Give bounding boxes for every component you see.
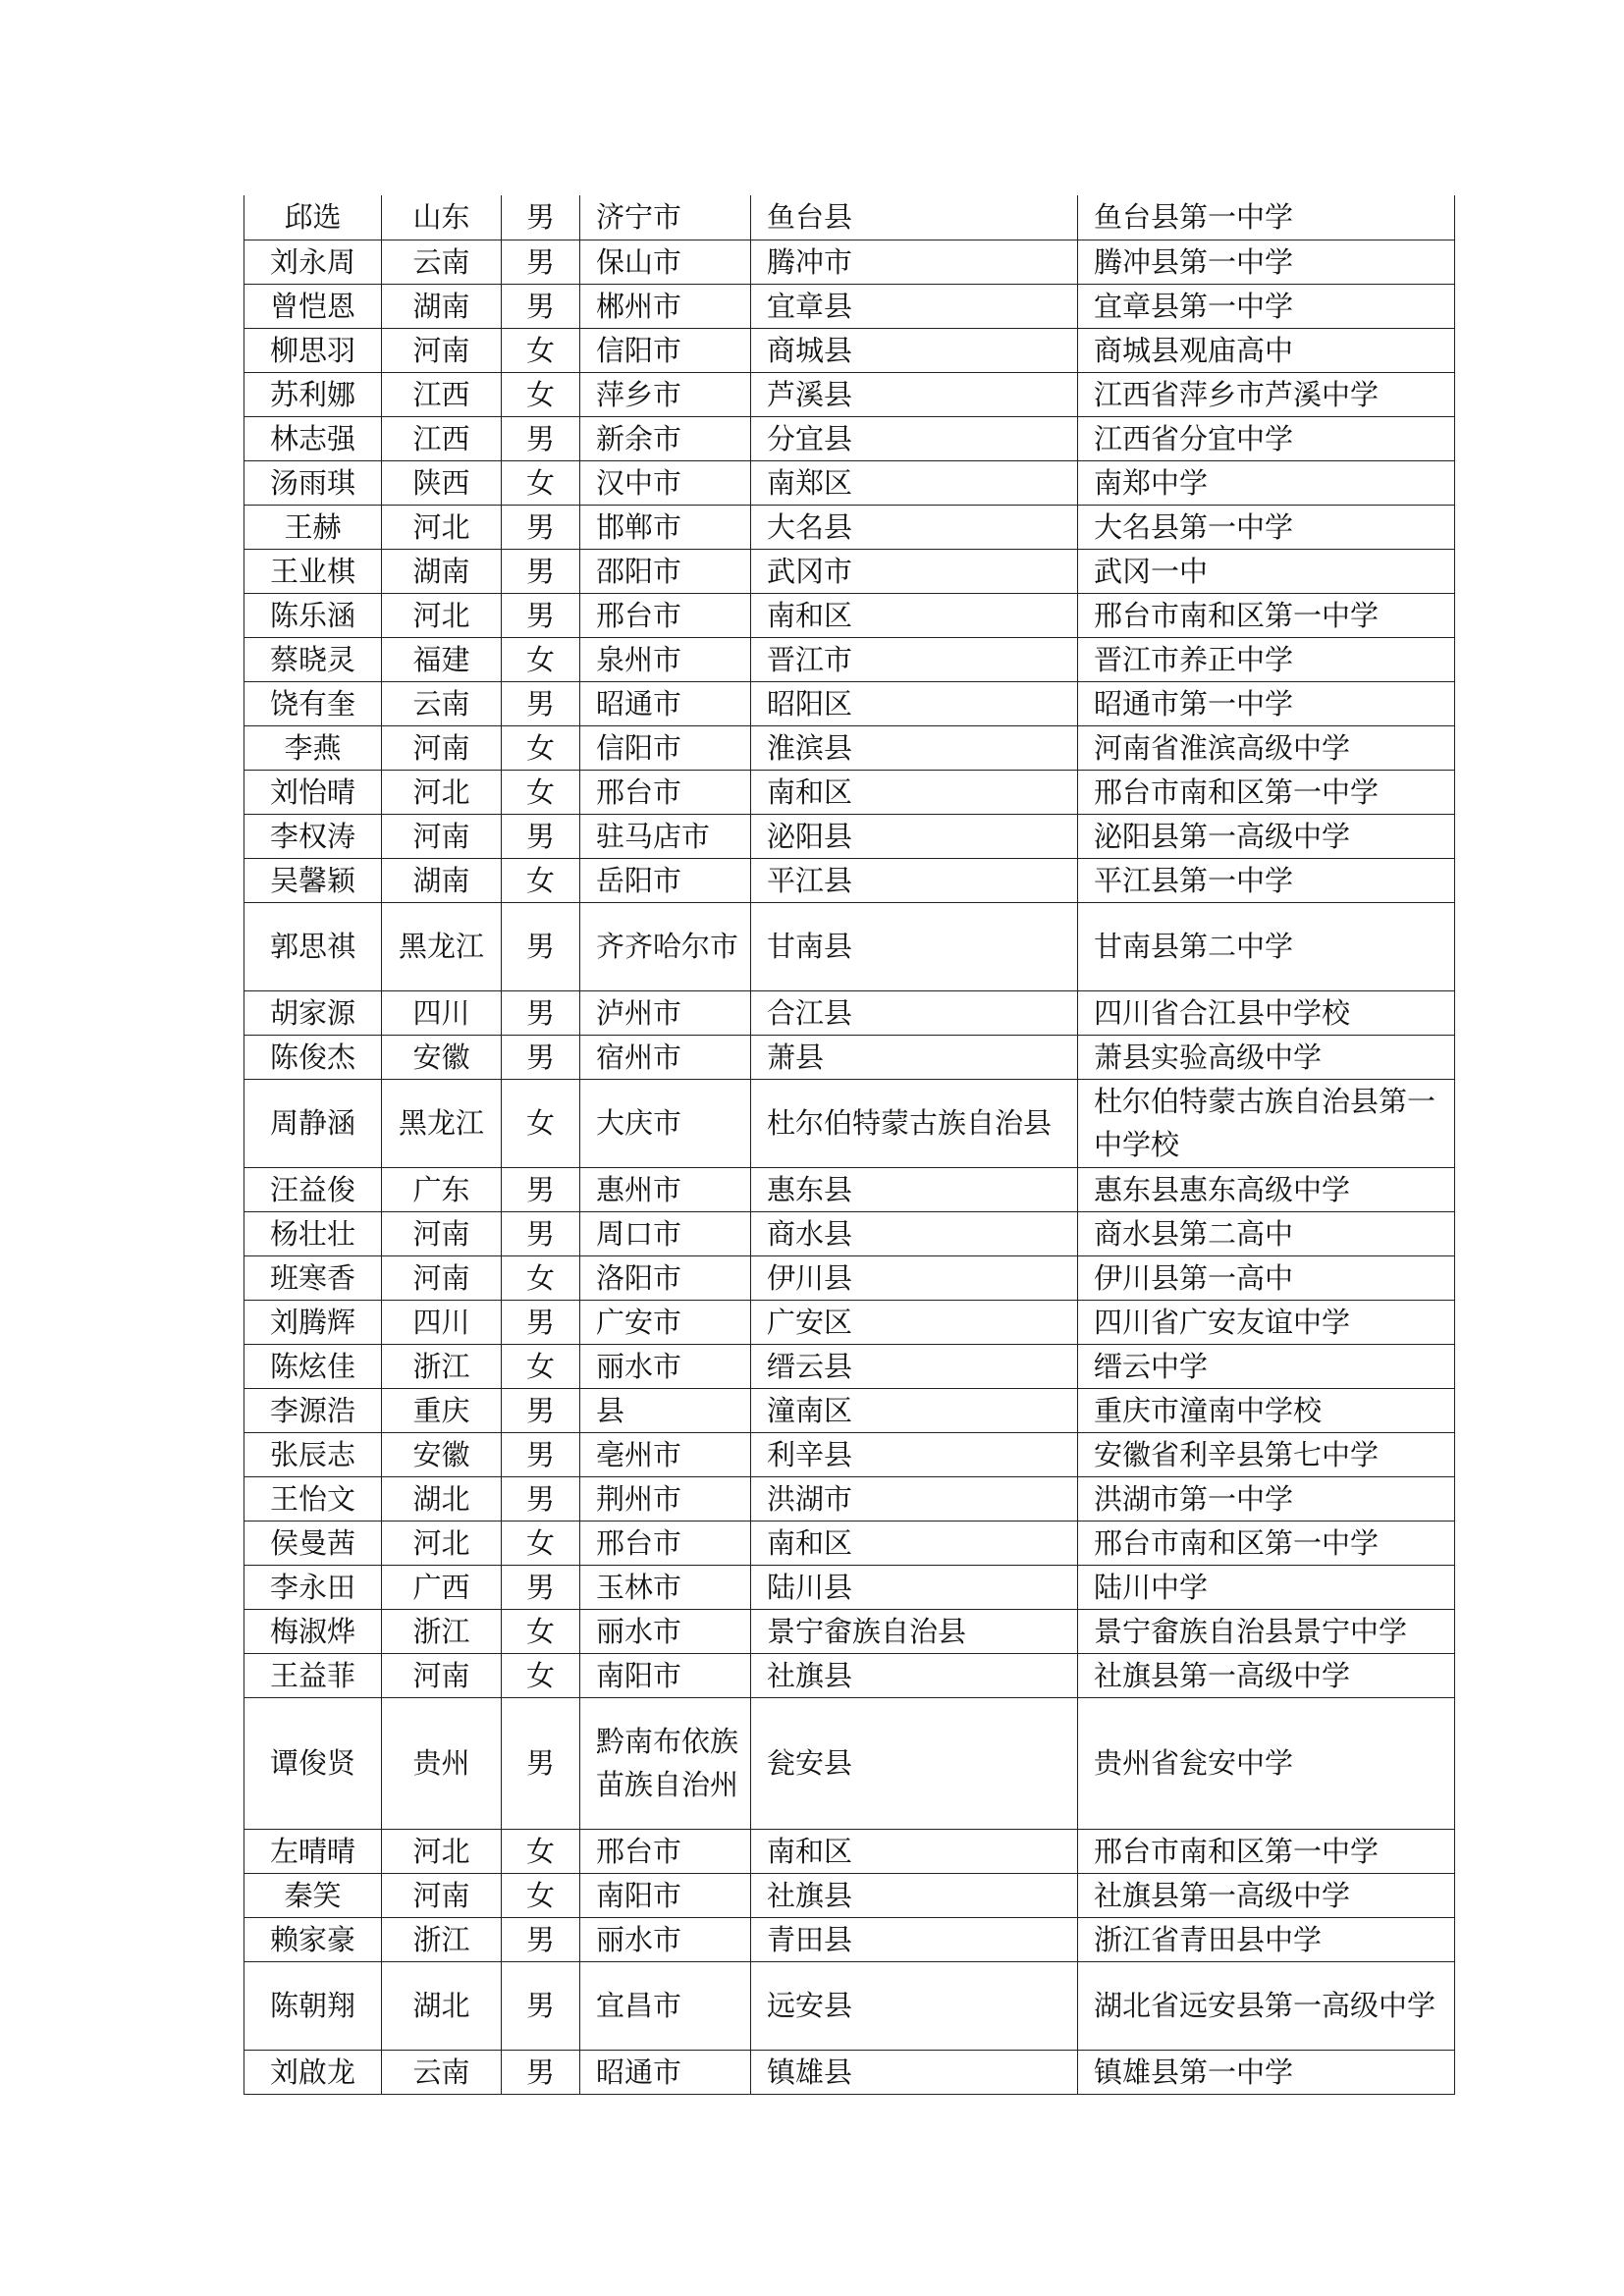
table-row [244, 460, 1455, 505]
county-cell: 社旗县 [751, 1653, 1078, 1697]
student-name-cell: 刘啟龙 [244, 2050, 382, 2094]
table-row [244, 1432, 1455, 1476]
student-name-cell: 张辰志 [244, 1432, 382, 1476]
table-row [244, 195, 1455, 240]
city-cell: 岳阳市 [580, 858, 751, 902]
gender-cell: 男 [502, 1167, 580, 1211]
province-cell: 四川 [382, 990, 502, 1035]
city-cell: 汉中市 [580, 460, 751, 505]
county-cell: 南郑区 [751, 460, 1078, 505]
province-cell: 浙江 [382, 1917, 502, 1961]
student-name-cell: 王怡文 [244, 1476, 382, 1521]
province-cell: 河南 [382, 1255, 502, 1300]
county-cell: 商水县 [751, 1211, 1078, 1255]
gender-cell: 女 [502, 770, 580, 814]
city-cell: 县 [580, 1388, 751, 1432]
school-cell: 浙江省青田县中学 [1078, 1917, 1455, 1961]
province-cell: 湖北 [382, 1961, 502, 2050]
gender-cell: 男 [502, 1300, 580, 1344]
student-name-cell: 饶有奎 [244, 681, 382, 725]
county-cell: 萧县 [751, 1035, 1078, 1079]
table-row [244, 372, 1455, 416]
city-cell: 邯郸市 [580, 505, 751, 549]
city-cell: 荆州市 [580, 1476, 751, 1521]
province-cell: 河南 [382, 1211, 502, 1255]
student-name-cell: 秦笑 [244, 1873, 382, 1917]
student-name-cell: 谭俊贤 [244, 1697, 382, 1829]
student-name-cell: 梅淑烨 [244, 1609, 382, 1653]
province-cell: 浙江 [382, 1609, 502, 1653]
city-cell: 邢台市 [580, 593, 751, 637]
province-cell: 河北 [382, 770, 502, 814]
table-row [244, 1697, 1455, 1829]
gender-cell: 男 [502, 505, 580, 549]
gender-cell: 男 [502, 1035, 580, 1079]
student-name-cell: 赖家豪 [244, 1917, 382, 1961]
city-cell: 丽水市 [580, 1609, 751, 1653]
county-cell: 武冈市 [751, 549, 1078, 593]
gender-cell: 女 [502, 1255, 580, 1300]
city-cell: 洛阳市 [580, 1255, 751, 1300]
city-cell: 惠州市 [580, 1167, 751, 1211]
table-row [244, 1079, 1455, 1167]
student-name-cell: 郭思祺 [244, 902, 382, 990]
student-name-cell: 刘怡晴 [244, 770, 382, 814]
province-cell: 黑龙江 [382, 902, 502, 990]
table-row [244, 1211, 1455, 1255]
county-cell: 惠东县 [751, 1167, 1078, 1211]
school-cell: 社旗县第一高级中学 [1078, 1653, 1455, 1697]
county-cell: 景宁畲族自治县 [751, 1609, 1078, 1653]
province-cell: 云南 [382, 240, 502, 284]
school-cell: 惠东县惠东高级中学 [1078, 1167, 1455, 1211]
county-cell: 缙云县 [751, 1344, 1078, 1388]
province-cell: 陕西 [382, 460, 502, 505]
school-cell: 安徽省利辛县第七中学 [1078, 1432, 1455, 1476]
city-cell: 大庆市 [580, 1079, 751, 1167]
county-cell: 瓮安县 [751, 1697, 1078, 1829]
school-cell: 邢台市南和区第一中学 [1078, 1521, 1455, 1565]
table-row [244, 1961, 1455, 2050]
province-cell: 河南 [382, 1653, 502, 1697]
school-cell: 景宁畲族自治县景宁中学 [1078, 1609, 1455, 1653]
student-name-cell: 王益菲 [244, 1653, 382, 1697]
county-cell: 大名县 [751, 505, 1078, 549]
table-row [244, 1653, 1455, 1697]
county-cell: 南和区 [751, 1829, 1078, 1873]
student-name-cell: 曾恺恩 [244, 284, 382, 328]
school-cell: 缙云中学 [1078, 1344, 1455, 1388]
province-cell: 黑龙江 [382, 1079, 502, 1167]
province-cell: 山东 [382, 195, 502, 240]
gender-cell: 男 [502, 814, 580, 858]
province-cell: 安徽 [382, 1432, 502, 1476]
table-row [244, 902, 1455, 990]
city-cell: 广安市 [580, 1300, 751, 1344]
city-cell: 信阳市 [580, 725, 751, 770]
student-name-cell: 陈乐涵 [244, 593, 382, 637]
gender-cell: 男 [502, 195, 580, 240]
school-cell: 晋江市养正中学 [1078, 637, 1455, 681]
gender-cell: 女 [502, 1829, 580, 1873]
gender-cell: 男 [502, 1961, 580, 2050]
school-cell: 萧县实验高级中学 [1078, 1035, 1455, 1079]
table-row [244, 1255, 1455, 1300]
county-cell: 南和区 [751, 593, 1078, 637]
county-cell: 远安县 [751, 1961, 1078, 2050]
county-cell: 社旗县 [751, 1873, 1078, 1917]
student-name-cell: 刘永周 [244, 240, 382, 284]
county-cell: 淮滨县 [751, 725, 1078, 770]
student-table [244, 195, 1455, 2095]
gender-cell: 女 [502, 372, 580, 416]
gender-cell: 女 [502, 637, 580, 681]
school-cell: 腾冲县第一中学 [1078, 240, 1455, 284]
gender-cell: 男 [502, 681, 580, 725]
province-cell: 江西 [382, 372, 502, 416]
school-cell: 昭通市第一中学 [1078, 681, 1455, 725]
table-row [244, 637, 1455, 681]
city-cell: 亳州市 [580, 1432, 751, 1476]
city-cell: 泸州市 [580, 990, 751, 1035]
table-row [244, 814, 1455, 858]
gender-cell: 男 [502, 1917, 580, 1961]
student-name-cell: 李燕 [244, 725, 382, 770]
province-cell: 河南 [382, 814, 502, 858]
school-cell: 邢台市南和区第一中学 [1078, 770, 1455, 814]
province-cell: 河北 [382, 505, 502, 549]
province-cell: 河南 [382, 328, 502, 372]
table-row [244, 858, 1455, 902]
province-cell: 河北 [382, 1521, 502, 1565]
table-body [244, 195, 1455, 2094]
table-row [244, 1388, 1455, 1432]
school-cell: 邢台市南和区第一中学 [1078, 1829, 1455, 1873]
school-cell: 大名县第一中学 [1078, 505, 1455, 549]
school-cell: 陆川中学 [1078, 1565, 1455, 1609]
school-cell: 河南省淮滨高级中学 [1078, 725, 1455, 770]
student-name-cell: 李权涛 [244, 814, 382, 858]
table-row [244, 990, 1455, 1035]
student-name-cell: 陈俊杰 [244, 1035, 382, 1079]
table-row [244, 681, 1455, 725]
student-name-cell: 杨壮壮 [244, 1211, 382, 1255]
gender-cell: 男 [502, 990, 580, 1035]
city-cell: 齐齐哈尔市 [580, 902, 751, 990]
student-name-cell: 汪益俊 [244, 1167, 382, 1211]
table-row [244, 240, 1455, 284]
student-name-cell: 苏利娜 [244, 372, 382, 416]
student-name-cell: 汤雨琪 [244, 460, 382, 505]
student-name-cell: 王业棋 [244, 549, 382, 593]
student-name-cell: 邱选 [244, 195, 382, 240]
province-cell: 广东 [382, 1167, 502, 1211]
table-row [244, 1829, 1455, 1873]
student-table-container [244, 195, 1455, 2095]
province-cell: 河南 [382, 725, 502, 770]
student-name-cell: 周静涵 [244, 1079, 382, 1167]
county-cell: 商城县 [751, 328, 1078, 372]
county-cell: 南和区 [751, 1521, 1078, 1565]
city-cell: 新余市 [580, 416, 751, 460]
table-row [244, 725, 1455, 770]
school-cell: 贵州省瓮安中学 [1078, 1697, 1455, 1829]
county-cell: 洪湖市 [751, 1476, 1078, 1521]
city-cell: 萍乡市 [580, 372, 751, 416]
province-cell: 浙江 [382, 1344, 502, 1388]
county-cell: 伊川县 [751, 1255, 1078, 1300]
city-cell: 玉林市 [580, 1565, 751, 1609]
province-cell: 江西 [382, 416, 502, 460]
table-row [244, 1035, 1455, 1079]
county-cell: 平江县 [751, 858, 1078, 902]
school-cell: 伊川县第一高中 [1078, 1255, 1455, 1300]
school-cell: 平江县第一中学 [1078, 858, 1455, 902]
city-cell: 邢台市 [580, 1829, 751, 1873]
student-name-cell: 班寒香 [244, 1255, 382, 1300]
school-cell: 邢台市南和区第一中学 [1078, 593, 1455, 637]
county-cell: 广安区 [751, 1300, 1078, 1344]
city-cell: 邵阳市 [580, 549, 751, 593]
province-cell: 福建 [382, 637, 502, 681]
province-cell: 重庆 [382, 1388, 502, 1432]
county-cell: 宜章县 [751, 284, 1078, 328]
student-name-cell: 陈朝翔 [244, 1961, 382, 2050]
school-cell: 泌阳县第一高级中学 [1078, 814, 1455, 858]
table-row [244, 549, 1455, 593]
gender-cell: 女 [502, 1344, 580, 1388]
province-cell: 河北 [382, 1829, 502, 1873]
table-row [244, 1344, 1455, 1388]
gender-cell: 女 [502, 328, 580, 372]
school-cell: 洪湖市第一中学 [1078, 1476, 1455, 1521]
city-cell: 宜昌市 [580, 1961, 751, 2050]
student-name-cell: 侯曼茜 [244, 1521, 382, 1565]
city-cell: 丽水市 [580, 1344, 751, 1388]
school-cell: 南郑中学 [1078, 460, 1455, 505]
gender-cell: 男 [502, 284, 580, 328]
table-row [244, 328, 1455, 372]
gender-cell: 男 [502, 1697, 580, 1829]
school-cell: 江西省萍乡市芦溪中学 [1078, 372, 1455, 416]
school-cell: 甘南县第二中学 [1078, 902, 1455, 990]
table-row [244, 770, 1455, 814]
student-name-cell: 吴馨颖 [244, 858, 382, 902]
table-row [244, 416, 1455, 460]
table-row [244, 505, 1455, 549]
city-cell: 保山市 [580, 240, 751, 284]
city-cell: 周口市 [580, 1211, 751, 1255]
county-cell: 泌阳县 [751, 814, 1078, 858]
student-name-cell: 柳思羽 [244, 328, 382, 372]
gender-cell: 女 [502, 1079, 580, 1167]
province-cell: 云南 [382, 2050, 502, 2094]
school-cell: 四川省合江县中学校 [1078, 990, 1455, 1035]
school-cell: 江西省分宜中学 [1078, 416, 1455, 460]
gender-cell: 男 [502, 1211, 580, 1255]
gender-cell: 女 [502, 1653, 580, 1697]
city-cell: 昭通市 [580, 2050, 751, 2094]
gender-cell: 男 [502, 902, 580, 990]
gender-cell: 女 [502, 1609, 580, 1653]
city-cell: 邢台市 [580, 1521, 751, 1565]
city-cell: 南阳市 [580, 1873, 751, 1917]
student-name-cell: 蔡晓灵 [244, 637, 382, 681]
province-cell: 广西 [382, 1565, 502, 1609]
table-row [244, 1565, 1455, 1609]
table-row [244, 1167, 1455, 1211]
gender-cell: 男 [502, 1476, 580, 1521]
gender-cell: 男 [502, 240, 580, 284]
county-cell: 陆川县 [751, 1565, 1078, 1609]
province-cell: 湖南 [382, 284, 502, 328]
gender-cell: 女 [502, 1521, 580, 1565]
province-cell: 贵州 [382, 1697, 502, 1829]
gender-cell: 男 [502, 593, 580, 637]
table-row [244, 593, 1455, 637]
school-cell: 武冈一中 [1078, 549, 1455, 593]
gender-cell: 女 [502, 460, 580, 505]
table-row [244, 1609, 1455, 1653]
table-row [244, 1873, 1455, 1917]
city-cell: 黔南布依族苗族自治州 [580, 1697, 751, 1829]
county-cell: 晋江市 [751, 637, 1078, 681]
table-row [244, 1917, 1455, 1961]
gender-cell: 女 [502, 858, 580, 902]
province-cell: 四川 [382, 1300, 502, 1344]
gender-cell: 女 [502, 725, 580, 770]
province-cell: 湖南 [382, 549, 502, 593]
county-cell: 昭阳区 [751, 681, 1078, 725]
gender-cell: 男 [502, 1388, 580, 1432]
province-cell: 湖北 [382, 1476, 502, 1521]
county-cell: 分宜县 [751, 416, 1078, 460]
student-name-cell: 李源浩 [244, 1388, 382, 1432]
city-cell: 泉州市 [580, 637, 751, 681]
city-cell: 驻马店市 [580, 814, 751, 858]
city-cell: 昭通市 [580, 681, 751, 725]
gender-cell: 男 [502, 416, 580, 460]
county-cell: 南和区 [751, 770, 1078, 814]
school-cell: 宜章县第一中学 [1078, 284, 1455, 328]
student-name-cell: 王赫 [244, 505, 382, 549]
table-row [244, 1476, 1455, 1521]
school-cell: 商城县观庙高中 [1078, 328, 1455, 372]
student-name-cell: 胡家源 [244, 990, 382, 1035]
county-cell: 杜尔伯特蒙古族自治县 [751, 1079, 1078, 1167]
city-cell: 郴州市 [580, 284, 751, 328]
school-cell: 杜尔伯特蒙古族自治县第一中学校 [1078, 1079, 1455, 1167]
table-row [244, 284, 1455, 328]
student-name-cell: 林志强 [244, 416, 382, 460]
gender-cell: 男 [502, 2050, 580, 2094]
county-cell: 青田县 [751, 1917, 1078, 1961]
gender-cell: 男 [502, 1432, 580, 1476]
student-name-cell: 左晴晴 [244, 1829, 382, 1873]
student-name-cell: 陈炫佳 [244, 1344, 382, 1388]
student-name-cell: 李永田 [244, 1565, 382, 1609]
city-cell: 南阳市 [580, 1653, 751, 1697]
county-cell: 合江县 [751, 990, 1078, 1035]
city-cell: 丽水市 [580, 1917, 751, 1961]
county-cell: 甘南县 [751, 902, 1078, 990]
table-row [244, 1521, 1455, 1565]
table-row [244, 2050, 1455, 2094]
county-cell: 潼南区 [751, 1388, 1078, 1432]
school-cell: 商水县第二高中 [1078, 1211, 1455, 1255]
city-cell: 邢台市 [580, 770, 751, 814]
school-cell: 四川省广安友谊中学 [1078, 1300, 1455, 1344]
school-cell: 镇雄县第一中学 [1078, 2050, 1455, 2094]
province-cell: 云南 [382, 681, 502, 725]
city-cell: 济宁市 [580, 195, 751, 240]
gender-cell: 女 [502, 1873, 580, 1917]
county-cell: 鱼台县 [751, 195, 1078, 240]
school-cell: 社旗县第一高级中学 [1078, 1873, 1455, 1917]
student-name-cell: 刘腾辉 [244, 1300, 382, 1344]
county-cell: 镇雄县 [751, 2050, 1078, 2094]
city-cell: 信阳市 [580, 328, 751, 372]
county-cell: 腾冲市 [751, 240, 1078, 284]
county-cell: 芦溪县 [751, 372, 1078, 416]
province-cell: 河北 [382, 593, 502, 637]
school-cell: 重庆市潼南中学校 [1078, 1388, 1455, 1432]
gender-cell: 男 [502, 549, 580, 593]
table-row [244, 1300, 1455, 1344]
gender-cell: 男 [502, 1565, 580, 1609]
city-cell: 宿州市 [580, 1035, 751, 1079]
province-cell: 湖南 [382, 858, 502, 902]
province-cell: 安徽 [382, 1035, 502, 1079]
school-cell: 鱼台县第一中学 [1078, 195, 1455, 240]
county-cell: 利辛县 [751, 1432, 1078, 1476]
school-cell: 湖北省远安县第一高级中学 [1078, 1961, 1455, 2050]
province-cell: 河南 [382, 1873, 502, 1917]
